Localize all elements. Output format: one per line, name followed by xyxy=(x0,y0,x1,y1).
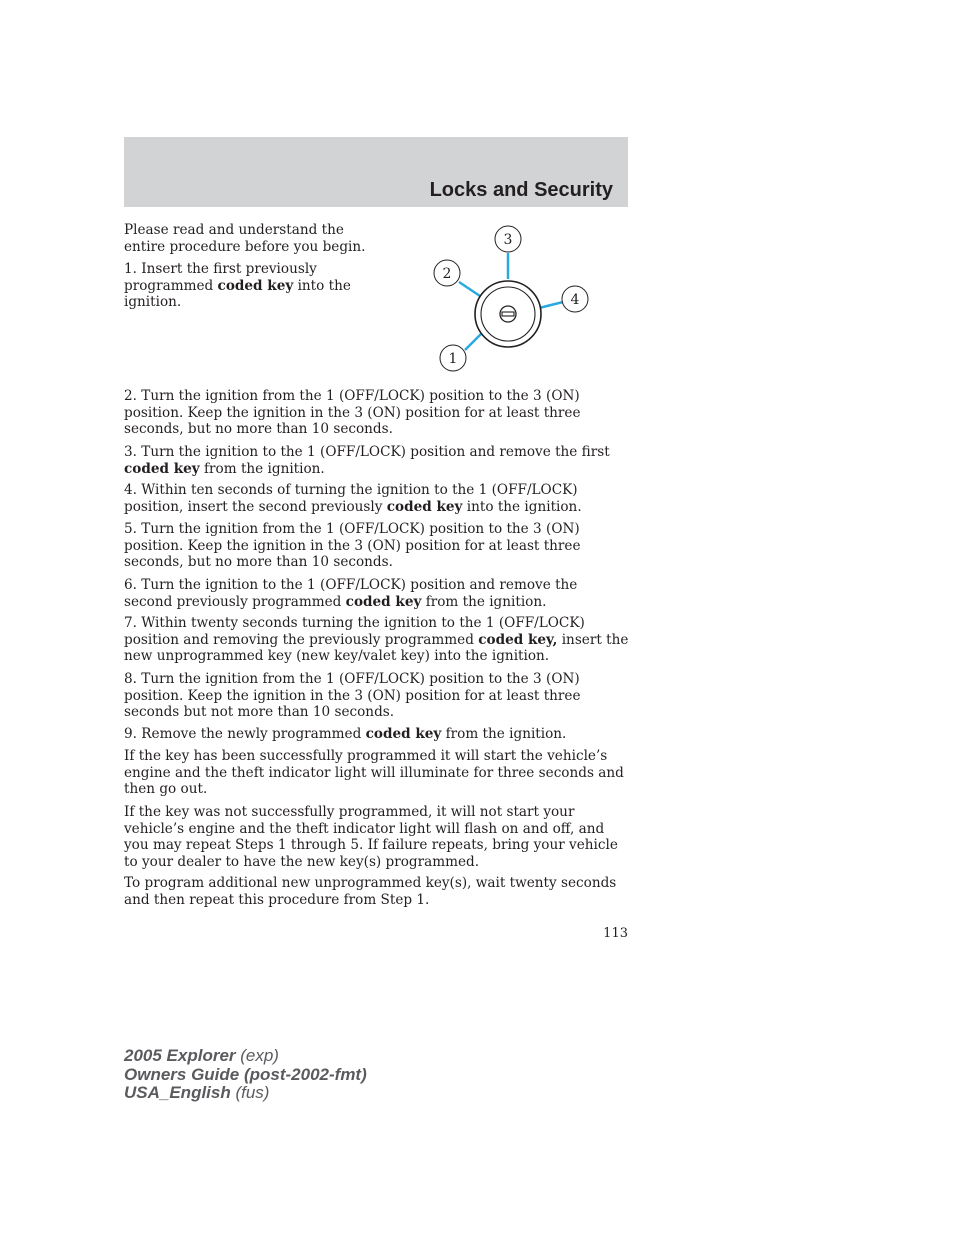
section-title: Locks and Security xyxy=(429,179,613,201)
document-footer xyxy=(124,1047,367,1103)
position-2-label: 2 xyxy=(442,266,452,282)
step-2: 2. Turn the ignition from the 1 (OFF/LOCK) position to the 3 (ON) position. Keep the ignition in the 3 (ON) position for at least three seconds, but no more than 10 seconds. xyxy=(124,388,581,437)
position-2-leader xyxy=(459,282,480,296)
page-number: 113 xyxy=(603,926,628,941)
step-3: 3. Turn the ignition to the 1 (OFF/LOCK) position and remove the first coded key from the ignition. xyxy=(124,444,610,477)
step-4: 4. Within ten seconds of turning the ignition to the 1 (OFF/LOCK) position, insert the second previously coded key into the ignition. xyxy=(124,482,582,515)
step-8: 8. Turn the ignition from the 1 (OFF/LOCK) position to the 3 (ON) position. Keep the ignition in the 3 (ON) position for at least three seconds but not more than 10 seconds. xyxy=(124,671,581,720)
step-1: 1. Insert the first previously programmed coded key into the ignition. xyxy=(124,261,351,310)
position-1-leader xyxy=(465,333,482,350)
additional-keys-paragraph: To program additional new unprogrammed key(s), wait twenty seconds and then repeat this procedure from Step 1. xyxy=(124,875,617,908)
footer-line-guide: Owners Guide (post-2002-fmt) xyxy=(124,1064,367,1084)
section-header-band xyxy=(124,137,628,207)
intro-paragraph: Please read and understand the entire procedure before you begin. xyxy=(124,222,366,255)
position-1-label: 1 xyxy=(448,351,458,367)
failure-paragraph: If the key was not successfully programmed, it will not start your vehicle’s engine and the theft indicator light will flash on and off, and you may repeat Steps 1 through 5. If failure repeats, bring your vehicle to your dealer to have the new key(s) programmed. xyxy=(124,804,618,870)
position-4-leader xyxy=(539,302,563,308)
step-5: 5. Turn the ignition from the 1 (OFF/LOCK) position to the 3 (ON) position. Keep the ignition in the 3 (ON) position for at least three seconds, but no more than 10 seconds. xyxy=(124,521,581,570)
ignition-position-diagram xyxy=(420,222,600,382)
step-6: 6. Turn the ignition to the 1 (OFF/LOCK) position and remove the second previously programmed coded key from the ignition. xyxy=(124,577,578,610)
success-paragraph: If the key has been successfully programmed it will start the vehicle’s engine and the theft indicator light will illuminate for three seconds and then go out. xyxy=(124,748,624,797)
step-9: 9. Remove the newly programmed coded key from the ignition. xyxy=(124,726,567,742)
footer-line-language: USA_English (fus) xyxy=(124,1083,270,1102)
footer-line-model: 2005 Explorer (exp) xyxy=(124,1046,279,1065)
ignition-lock-cylinder xyxy=(475,281,541,347)
position-3-label: 3 xyxy=(503,232,513,248)
step-7: 7. Within twenty seconds turning the ignition to the 1 (OFF/LOCK) position and removing the previously programmed coded key, insert the new unprogrammed key (new key/valet key) into the ignition. xyxy=(124,615,629,664)
position-4-label: 4 xyxy=(570,292,580,308)
